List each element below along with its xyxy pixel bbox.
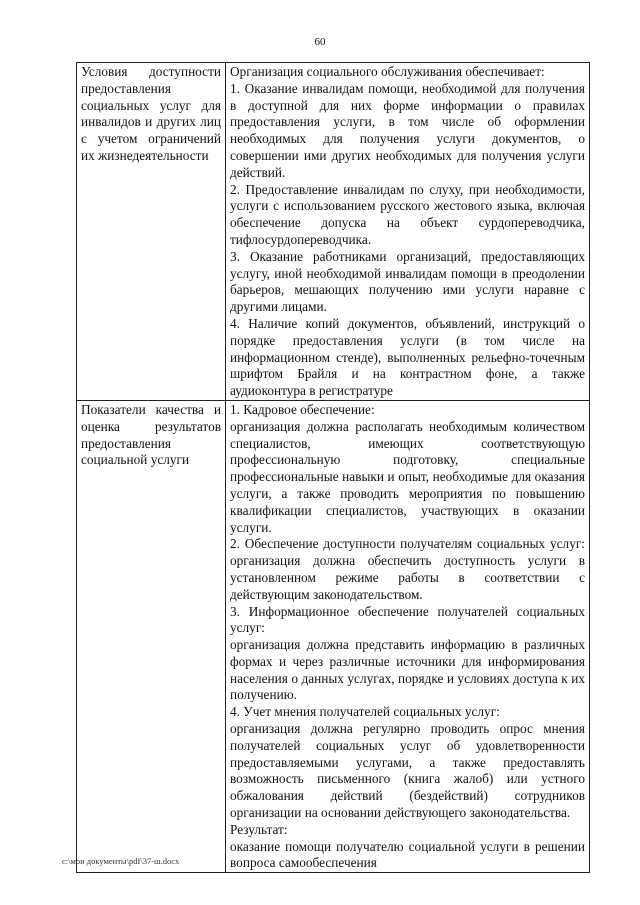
paragraph: оказание помощи получателю социальной услуги в решении вопроса самообеспечения <box>230 838 585 871</box>
paragraph: 3. Оказание работниками организаций, предоставляющих услугу, иной необходимой инвалидам помощи в преодолении барьеров, мешающих получению ими услуги наравне с другими лицами. <box>230 248 585 315</box>
table-row-accessibility <box>77 63 590 401</box>
row-content-quality <box>226 400 590 872</box>
paragraph: организация должна располагать необходимым количеством специалистов, имеющих соответствующую профессиональную подготовку, специальные профессиональные навыки и опыт, необходимые для оказания услуги, а также проводить мероприятия по повышению квалификации специалистов, участвующих в оказании услуги. <box>230 418 585 535</box>
paragraph: 2. Предоставление инвалидам по слуху, при необходимости, услуги с использованием русского жестового языка, включая обеспечение допуска на объект сурдопереводчика, тифлосурдопереводчика. <box>230 181 585 247</box>
paragraph: организация должна представить информацию в различных формах и через различные источники для информирования населения о данных услугах, порядке и условиях доступа к их получению. <box>230 637 585 703</box>
paragraph: организация должна регулярно проводить опрос мнения получателей социальных услуг об удовлетворенности предоставляемыми услугами, а также предоставлять возможность письменного (книга жалоб) или устного обжалования действий (бездействий) сотрудников организации на основании действующего законодательства. <box>230 721 585 821</box>
paragraph: 1. Оказание инвалидам помощи, необходимой для получения в доступной для них форме информации о правилах предоставления услуги, в том числе об оформлении необходимых для получения услуги документов, о совершении ими других необходимых для получения услуги действий. <box>230 80 585 180</box>
paragraph: Результат: <box>230 821 288 837</box>
row-heading-quality <box>77 400 226 872</box>
row-heading-text: Условия доступности предоставления социальных услуг для инвалидов и других лиц с учетом ограничений их жизнедеятельности <box>81 64 221 163</box>
file-path-footer: c:\мои документы\pdf\37-ш.docx <box>62 856 180 866</box>
paragraph: 4. Учет мнения получателей социальных услуг: <box>230 704 500 720</box>
row-content-accessibility <box>226 63 590 401</box>
service-conditions-table <box>76 62 590 873</box>
paragraph: 3. Информационное обеспечение получателей социальных услуг: <box>230 603 585 636</box>
paragraph: 2. Обеспечение доступности получателям социальных услуг: организация должна обеспечить доступность услуги в установленном режиме работы в соответствии с действующим законодательством. <box>230 536 585 602</box>
page-number: 60 <box>314 36 326 48</box>
paragraph: 4. Наличие копий документов, объявлений, инструкций о порядке предоставления услуги (в том числе на информационном стенде), выполненных рельефно-точечным шрифтом Брайля и на контрастном фоне, а также аудиоконтура в регистратуре <box>230 315 585 399</box>
row-heading-text: Показатели качества и оценка результатов предоставления социальной услуги <box>81 401 221 468</box>
row-heading-accessibility <box>77 63 226 401</box>
paragraph: Организация социального обслуживания обеспечивает: <box>230 64 545 79</box>
paragraph: 1. Кадровое обеспечение: <box>230 401 375 417</box>
table-row-quality-indicators <box>77 400 590 872</box>
